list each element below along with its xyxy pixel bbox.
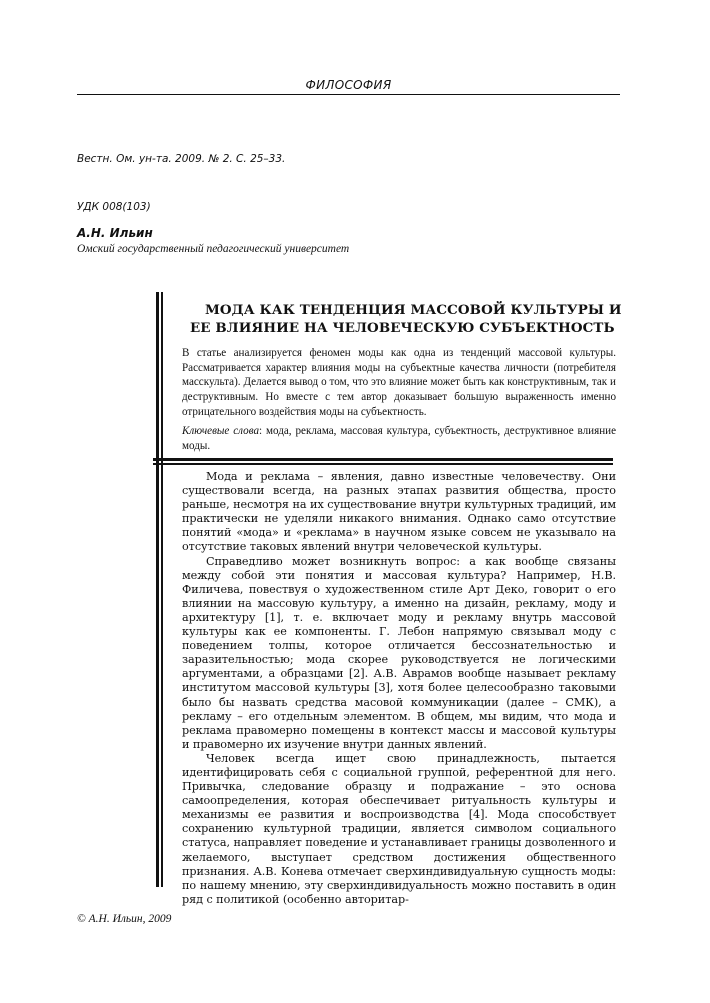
- horizontal-rule-thick: [153, 458, 613, 461]
- article-title: [190, 301, 620, 337]
- section-header: ФИЛОСОФИЯ: [305, 78, 392, 92]
- article-abstract: В статье анализируется феномен моды как одна из тенденций массовой культуры. Рассматривается характер влияния моды на субъектные качества личности (потребителя масскульта). Делается вывод о том, что это влияние может быть как конструктивным, так и деструктивным. Но вместе с тем автор доказывает большую выраженность именно отрицательного воздействия моды на субъектность.: [182, 347, 616, 418]
- copyright-notice: © А.Н. Ильин, 2009: [77, 913, 172, 925]
- journal-citation: Вестн. Ом. ун-та. 2009. № 2. С. 25–33.: [77, 153, 286, 165]
- author-name: А.Н. Ильин: [77, 226, 153, 240]
- body-paragraph: Мода и реклама – явления, давно известные человечеству. Они существовали всегда, на разных этапах развития общества, просто раньше, несмотря на их существование внутри культурных традиций, им практически не уделяли никакого внимания. Однако само отсутствие понятий «мода» и «реклама» в научном языке совсем не указывало на отсутствие таковых явлений внутри человеческой культуры.: [182, 470, 616, 554]
- horizontal-rule-thin: [153, 463, 613, 465]
- udk-code: УДК 008(103): [77, 201, 151, 213]
- keywords-label: Ключевые слова: [182, 425, 259, 437]
- keywords-list: : мода, реклама, массовая культура, субъектность, деструктивное влияние моды.: [182, 425, 616, 452]
- body-paragraph: Справедливо может возникнуть вопрос: а как вообще связаны между собой эти понятия и массовая культура? Например, Н.В. Филичева, повествуя о художественном стиле Арт Деко, говорит о его влиянии на массовую культуру, а именно на дизайн, рекламу, моду и архитектуру [1], т. е. включает моду и рекламу внутрь массовой культуры как ее компоненты. Г. Лебон напрямую связывал моду с поведением толпы, которое отличается бессознательностью и заразительностью; мода скорее руководствуется не логическими аргументами, а образцами [2]. А.В. Аврамов вообще называет рекламу институтом массовой культуры [3], хотя более целесообразно таковыми было бы назвать средства масовой коммуникации (далее – СМК), а рекламу – его отдельным элементом. В общем, мы видим, что мода и реклама правомерно помещены в контекст массы и массовой культуры и правомерно их изучение внутри данных явлений.: [182, 554, 616, 751]
- body-paragraph: Человек всегда ищет свою принадлежность, пытается идентифицировать себя с социальной группой, референтной для него. Привычка, следование образцу и подражание – это основа самоопределения, которая обеспечивает ритуальность культуры и механизмы ее развития и воспроизводства [4]. Мода способствует сохранению культурной традиции, является символом социального статуса, направляет поведение и устанавливает границы дозволенного и желаемого, выступает средством достижения общественного признания. А.В. Конева отмечает сверхиндивидуальную сущность моды: по нашему мнению, эту сверхиндивидуальность можно поставить в один ряд с политикой (особенно авторитар-: [182, 751, 616, 906]
- article-body: [182, 470, 616, 907]
- vertical-rule-thick: [156, 292, 159, 887]
- header-rule: [77, 94, 620, 95]
- article-title-line: МОДА КАК ТЕНДЕНЦИЯ МАССОВОЙ КУЛЬТУРЫ И: [205, 302, 622, 318]
- vertical-rule-thin: [161, 292, 163, 887]
- author-affiliation: Омский государственный педагогический университет: [77, 243, 350, 255]
- article-keywords: [182, 424, 616, 453]
- article-title-line: ЕЕ ВЛИЯНИЕ НА ЧЕЛОВЕЧЕСКУЮ СУБЪЕКТНОСТЬ: [190, 320, 615, 336]
